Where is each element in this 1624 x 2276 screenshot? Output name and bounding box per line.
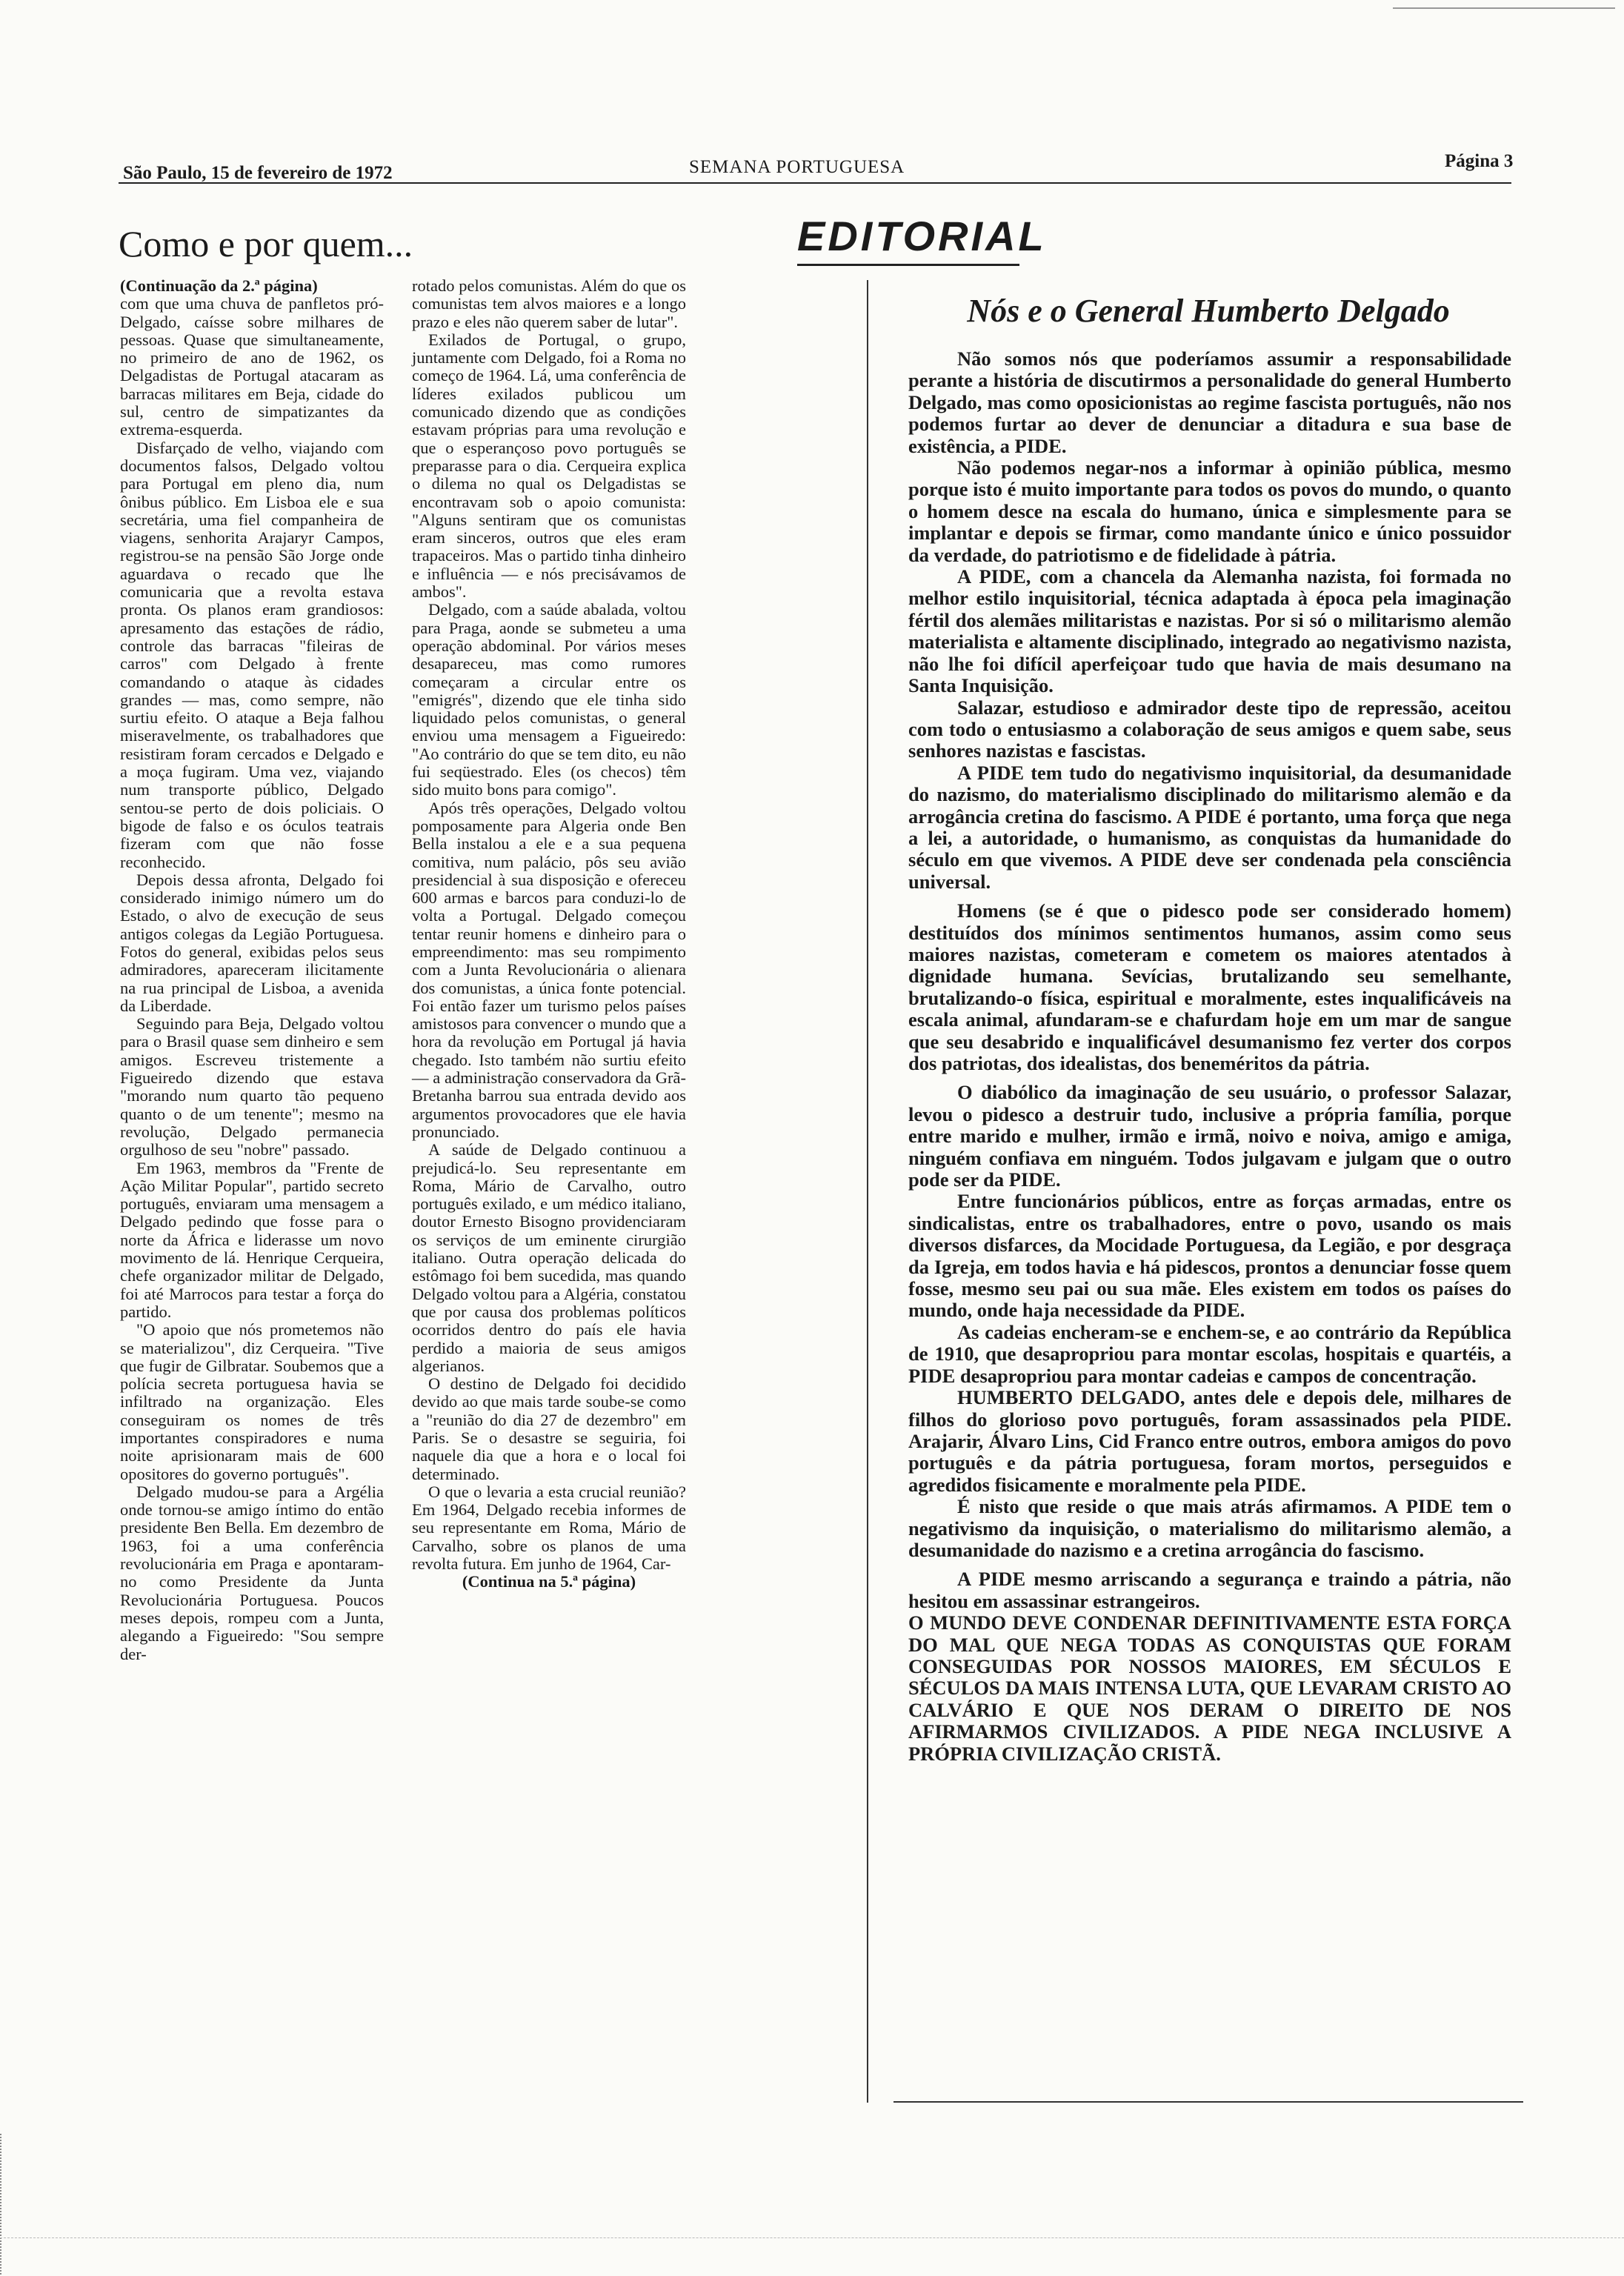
continued-from-note: (Continuação da 2.ª página) — [120, 276, 318, 295]
article-paragraph: O destino de Delgado foi decidido devido ao que mais tarde soube-se como a "reunião do dia 27 de dezembro" em Paris. Se o desastre se seguiria, foi naquele dia que a hora e o local foi determinado. — [412, 1374, 686, 1483]
article-paragraph: Delgado mudou-se para a Argélia onde tornou-se amigo íntimo do então presidente Ben Bella. Em dezembro de 1963, foi a uma conferência revolucionária em Praga e apontaram-no como Presidente da Junta Revolucionária Portuguesa. Poucos meses depois, rompeu com a Junta, alegando a Figueiredo: "Sou sempre der- — [120, 1482, 384, 1663]
editorial-paragraph: HUMBERTO DELGADO, antes dele e depois dele, milhares de filhos do glorioso povo português, foram assassinados pela PIDE. Arajarir, Álvaro Lins, Cid Franco entre outros, embora amigos do povo português e da pátria portuguesa, foram mortos, perseguidos e agredidos fisicamente e moralmente pela PIDE. — [908, 1386, 1511, 1496]
editorial-label: EDITORIAL — [797, 213, 1047, 259]
article-paragraph: Depois dessa afronta, Delgado foi considerado inimigo número um do Estado, o alvo de execução de seus antigos colegas da Legião Portuguesa. Fotos do general, exibidas pelos seus admiradores, apareceram ilicitamente na rua principal de Lisboa, a avenida da Liberdade. — [120, 870, 384, 1015]
editorial-box-left-rule — [867, 280, 868, 2103]
article-paragraph: "O apoio que nós prometemos não se materializou", diz Cerqueira. "Tive que fugir de Gilbratar. Soubemos que a polícia secreta portuguesa havia se infiltrado na organização. Eles conseguiram os nomes de três importantes conspiradores e numa noite aprisionaram mais de 600 opositores do governo português". — [120, 1320, 384, 1483]
editorial-box-bottom-rule — [893, 2101, 1523, 2103]
editorial-paragraph: Entre funcionários públicos, entre as forças armadas, entre os sindicalistas, entre os trabalhadores, entre o povo, usando os mais diversos disfarces, da Mocidade Portuguesa, da Legião, e por desgraça da Igreja, em todos havia e há pidescos, prontos a denunciar fosse quem fosse, mesmo seu pai ou sua mãe. Eles existem em todos os países do mundo, onde haja necessidade da PIDE. — [908, 1190, 1511, 1322]
top-edge-line — [1393, 7, 1615, 9]
article-paragraph: A saúde de Delgado continuou a prejudicá-lo. Seu representante em Roma, Mário de Carvalho, outro português exilado, e um médico italiano, doutor Ernesto Bisogno providenciaram os serviços de um eminente cirurgião italiano. Outra operação delicada do estômago foi bem sucedida, mas quando Delgado voltou para a Algéria, constatou que por causa dos problemas políticos ocorridos dentro do país ele havia perdido a maioria de seus amigos algerianos. — [412, 1140, 686, 1375]
editorial-paragraph: As cadeias encheram-se e enchem-se, e ao contrário da República de 1910, que desapropriou para montar escolas, hospitais e quartéis, a PIDE desapropriou para montar cadeias e campos de concentração. — [908, 1320, 1511, 1387]
scan-bottom-edge — [0, 2237, 1624, 2238]
editorial-headline: Nós e o General Humberto Delgado — [967, 293, 1450, 329]
header-publication: SEMANA PORTUGUESA — [689, 157, 905, 177]
article-paragraph: com que uma chuva de panfletos pró-Delgado, caísse sobre milhares de pessoas. Quase que simultaneamente, no primeiro de ano de 1962, os Delgadistas de Portugal atacaram as barracas militares em Beja, cidade do sul, centro de simpatizantes da extrema-esquerda. — [120, 294, 384, 439]
article-title: Como e por quem... — [119, 223, 413, 264]
editorial-paragraph: A PIDE, com a chancela da Alemanha nazista, foi formada no melhor estilo inquisitorial, técnica adaptada à época pela imaginação fértil dos alemães militaristas e nazistas. Por si só o militarismo alemão materialista e altamente disciplinado, integrado ao negativismo nazista, não lhe foi difícil aperfeiçoar tudo que havia de mais desumano na Santa Inquisição. — [908, 565, 1511, 697]
header-date: São Paulo, 15 de fevereiro de 1972 — [123, 163, 393, 183]
article-paragraph: Após três operações, Delgado voltou pomposamente para Algeria onde Ben Bella instalou a ele e a sua pequena comitiva, num palácio, pôs seu avião presidencial à sua disposição e ofereceu 600 armas e barcos para conduzi-lo de volta a Portugal. Delgado começou tentar reunir homens e dinheiro para o empreendimento: mas seu rompimento com a Junta Revolucionária o alienara dos comunistas, a única fonte potencial. Foi então fazer um turismo pelos países amistosos para convencer o mundo que a hora da revolução em Portugal já havia chegado. Isto também não surtiu efeito — a administração conservadora da Grã-Bretanha barrou sua entrada devido aos argumentos provocadores que ele havia pronunciado. — [412, 798, 686, 1141]
editorial-closing-statement: O MUNDO DEVE CONDENAR DEFINITIVAMENTE ESTA FORÇA DO MAL QUE NEGA TODAS AS CONQUISTAS QUE FORAM CONSEGUIDAS POR NOSSOS MAIORES, EM SÉCULOS E SÉCULOS DA MAIS INTENSA LUTA, QUE LEVARAM CRISTO AO CALVÁRIO E QUE NOS DERAM O DIREITO DE NOS AFIRMARMOS CIVILIZADOS. A PIDE NEGA INCLUSIVE A PRÓPRIA CIVILIZAÇÃO CRISTÃ. — [908, 1611, 1511, 1765]
article-paragraph: Exilados de Portugal, o grupo, juntamente com Delgado, foi a Roma no começo de 1964. Lá, uma conferência de líderes exilados publicou um comunicado dizendo que as condições estavam próprias para uma revolução e que o esperançoso povo português se preparasse para o dia. Cerqueira explica o dilema no qual os Delgadistas se encontravam sob o apoio comunista: "Alguns sentiram que os comunistas eram sinceros, outros que eles eram trapaceiros. Mas o partido tinha dinheiro e influência — e nós precisávamos de ambos". — [412, 330, 686, 602]
continued-to-note: (Continua na 5.ª página) — [462, 1572, 636, 1591]
header-page-number: Página 3 — [1445, 151, 1514, 171]
editorial-paragraph: Não somos nós que poderíamos assumir a responsabilidade perante a história de discutirmos a personalidade do general Humberto Delgado, mas como oposicionistas ao regime fascista português, não nos podemos furtar ao dever de denunciar a ditadura e sua base de existência, a PIDE. — [908, 347, 1511, 457]
editorial-paragraph: Homens (se é que o pidesco pode ser considerado homem) destituídos dos mínimos sentimentos humanos, assim como seus maiores nazistas, cometeram e cometem os maiores atentados à dignidade humana. Sevícias, brutalizando seu semelhante, brutalizando-o física, espiritual e moralmente, estes inqualificáveis na escala animal, afundaram-se e chafurdam hoje em um mar de sangue que seu desabrido e inqualificável desumanismo fez verter dos corpos dos patriotas, dos idealistas, dos beneméritos da pátria. — [908, 899, 1511, 1074]
article-paragraph: Delgado, com a saúde abalada, voltou para Praga, aonde se submeteu a uma operação abdominal. Por vários meses desapareceu, mas como rumores começaram a circular entre os "emigrés", dizendo que ele tinha sido liquidado pelos comunistas, o general enviou uma mensagem a Figueiredo: "Ao contrário do que se tem dito, eu não fui seqüestrado. Eles (os checos) têm sido muito bons para comigo". — [412, 600, 686, 799]
scan-margin-mark — [0, 2134, 1, 2275]
article-column-1 — [120, 277, 384, 1663]
editorial-paragraph: A PIDE tem tudo do negativismo inquisitorial, da desumanidade do nazismo, do materialismo disciplinado do militarismo alemão e da arrogância cretina do fascismo. A PIDE é portanto, uma força que nega a lei, a autoridade, o humanismo, as conquistas da humanidade do século em que vivemos. A PIDE deve ser condenada pela consciência universal. — [908, 761, 1511, 893]
header-rule — [119, 182, 1511, 184]
article-paragraph: Seguindo para Beja, Delgado voltou para o Brasil quase sem dinheiro e sem amigos. Escreveu tristemente a Figueiredo dizendo que estava "morando num quarto tão pequeno quanto o de um tenente"; mesmo na revolução, Delgado permanecia orgulhoso de seu "nobre" passado. — [120, 1014, 384, 1159]
article-column-2 — [412, 277, 686, 1591]
editorial-label-underline — [797, 264, 1019, 266]
article-paragraph: O que o levaria a esta crucial reunião? Em 1964, Delgado recebia informes de seu representante em Roma, Mário de Carvalho, sobre os planos de uma revolta futura. Em junho de 1964, Car- — [412, 1482, 686, 1574]
article-paragraph: rotado pelos comunistas. Além do que os comunistas tem alvos maiores e a longo prazo e eles não querem saber de lutar". — [412, 276, 686, 331]
editorial-paragraph: Não podemos negar-nos a informar à opinião pública, mesmo porque isto é muito importante para todos os povos do mundo, o quanto o homem desce na escala do humano, única e simplesmente para se implantar e depois se firmar, como mandante único e único possuidor da verdade, do patriotismo e de fidelidade à pátria. — [908, 456, 1511, 566]
article-paragraph: Disfarçado de velho, viajando com documentos falsos, Delgado voltou para Portugal em pleno dia, num ônibus público. Em Lisboa ele e sua secretária, uma fiel companheira de viagens, senhorita Arajaryr Campos, registrou-se na pensão São Jorge onde aguardava o recado que lhe comunicaria que a revolta estava pronta. Os planos eram grandiosos: apresamento das estações de rádio, controle das barracas "fileiras de carros" com Delgado à frente comandando o ataque às cidades grandes — mas, como sempre, não surtiu efeito. O ataque a Beja falhou miseravelmente, os trabalhadores que resistiram foram cercados e Delgado e a moça fugiram. Uma vez, viajando num transporte público, Delgado sentou-se perto de dois policiais. O bigode de falso e os óculos teatrais fizeram com que não fosse reconhecido. — [120, 438, 384, 871]
editorial-paragraph: É nisto que reside o que mais atrás afirmamos. A PIDE tem o negativismo da inquisição, o materialismo do militarismo alemão, a desumanidade do nazismo e a cretina arrogância do fascismo. — [908, 1495, 1511, 1561]
article-paragraph: Em 1963, membros da "Frente de Ação Militar Popular", partido secreto português, enviaram uma mensagem a Delgado pedindo que fosse para o norte da África e liderasse um novo movimento de lá. Henrique Cerqueira, chefe organizador militar de Delgado, foi até Marrocos para testar a força do partido. — [120, 1158, 384, 1321]
editorial-paragraph: A PIDE mesmo arriscando a segurança e traindo a pátria, não hesitou em assassinar estrangeiros. — [908, 1568, 1511, 1612]
editorial-body — [908, 348, 1511, 1765]
editorial-paragraph: O diabólico da imaginação de seu usuário, o professor Salazar, levou o pidesco a destruir tudo, inclusive a própria família, porque entre marido e mulher, irmão e irmã, noivo e noiva, amigo e amiga, ninguém confiava em ninguém. Todos julgavam e julgam que o outro pode ser da PIDE. — [908, 1081, 1511, 1191]
editorial-paragraph: Salazar, estudioso e admirador deste tipo de repressão, aceitou com todo o entusiasmo a colaboração de seus amigos e quem sabe, seus senhores nazistas e fascistas. — [908, 696, 1511, 762]
